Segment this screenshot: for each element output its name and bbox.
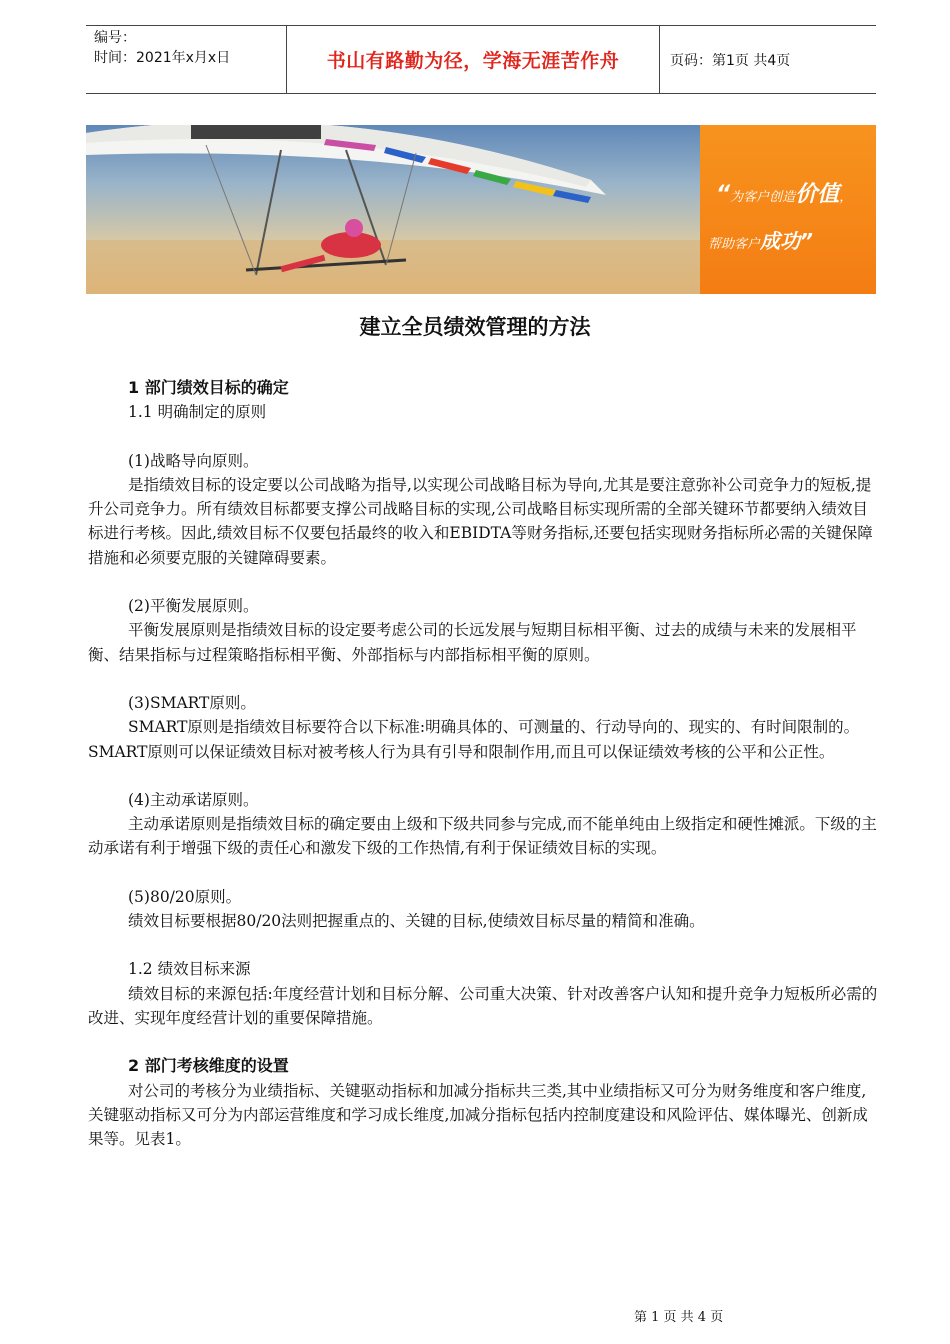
paragraph-spacer bbox=[88, 425, 878, 449]
hang-glider-illustration bbox=[86, 125, 700, 294]
paragraph-spacer bbox=[88, 570, 878, 594]
document-body bbox=[88, 376, 878, 1151]
slogan-text-big: 成功 bbox=[760, 229, 801, 253]
document-header bbox=[86, 25, 876, 94]
quote-open-mark: “ bbox=[716, 182, 731, 207]
page-footer: 第 1 页 共 4 页 bbox=[634, 1310, 724, 1325]
header-time: 时间：2021年x月x日 bbox=[94, 50, 231, 66]
subsection-1-2-heading: 1.2 绩效目标来源 bbox=[128, 960, 251, 979]
principle-4-body: 主动承诺原则是指绩效目标的确定要由上级和下级共同参与完成,而不能单纯由上级指定和硬性摊派。下级的主动承诺有利于增强下级的责任心和激发下级的工作热情,有利于保证绩效目标的实现。 bbox=[88, 815, 877, 858]
header-motto: 书山有路勤为径，学海无涯苦作舟 bbox=[326, 50, 620, 72]
principle-3-body: SMART原则是指绩效目标要符合以下标准:明确具体的、可测量的、行动导向的、现实的、有时间限制的。SMART原则可以保证绩效目标对被考核人行为具有引导和限制作用,而且可以保证绩效考核的公平和公正性。 bbox=[88, 718, 860, 761]
goal-source-body: 绩效目标的来源包括:年度经营计划和目标分解、公司重大决策、针对改善客户认知和提升竞争力短板所必需的改进、实现年度经营计划的重要保障措施。 bbox=[88, 984, 878, 1027]
principle-5-heading: (5)80/20原则。 bbox=[128, 887, 242, 906]
header-number: 编号： bbox=[94, 30, 136, 46]
paragraph-spacer bbox=[88, 667, 878, 691]
slogan-punctuation: ， bbox=[839, 190, 853, 205]
slogan-text-small: 帮助客户 bbox=[708, 237, 761, 252]
paragraph-spacer bbox=[88, 764, 878, 788]
principle-1-body: 是指绩效目标的设定要以公司战略为指导,以实现公司战略目标为导向,尤其是要注意弥补公司竞争力的短板,提升公司竞争力。所有绩效目标都要支撑公司战略目标的实现,公司战略目标实现所需的全部关键环节都要纳入绩效目标进行考核。因此,绩效目标不仅要包括最终的收入和EBIDTA等财务指标,还要包括实现财务指标所必需的关键保障措施和必须要克服的关键障碍要素。 bbox=[88, 475, 873, 567]
principle-3-heading: (3)SMART原则。 bbox=[128, 693, 256, 712]
subsection-1-1-heading: 1.1 明确制定的原则 bbox=[128, 403, 267, 422]
section-2-heading: 2 部门考核维度的设置 bbox=[128, 1056, 289, 1076]
header-meta bbox=[86, 26, 286, 93]
principle-2-heading: (2)平衡发展原则。 bbox=[128, 597, 259, 616]
header-motto-cell bbox=[287, 26, 659, 93]
section-1-heading: 1 部门绩效目标的确定 bbox=[128, 378, 289, 397]
document-title: 建立全员绩效管理的方法 bbox=[359, 315, 591, 339]
quote-close-mark: ” bbox=[800, 229, 813, 253]
paragraph-spacer bbox=[88, 1030, 878, 1054]
banner-slogan-line-1 bbox=[716, 177, 852, 208]
slogan-text-small: 为客户创造 bbox=[730, 190, 796, 205]
principle-1-heading: (1)战略导向原则。 bbox=[128, 451, 259, 470]
header-divider bbox=[659, 26, 660, 93]
section-2-body: 对公司的考核分为业绩指标、关键驱动指标和加减分指标共三类,其中业绩指标又可分为财务维度和客户维度,关键驱动指标又可分为内部运营维度和学习成长维度,加减分指标包括内控制度建设和风险评估、媒体曝光、创新成果等。见表1。 bbox=[88, 1081, 868, 1149]
hang-glider-banner bbox=[86, 125, 876, 294]
principle-4-heading: (4)主动承诺原则。 bbox=[128, 790, 259, 809]
paragraph-spacer bbox=[88, 933, 878, 957]
banner-slogan-line-2 bbox=[708, 225, 813, 254]
paragraph-spacer bbox=[88, 861, 878, 885]
slogan-text-big: 价值 bbox=[795, 182, 840, 207]
principle-5-body: 绩效目标要根据80/20法则把握重点的、关键的目标,使绩效目标尽量的精简和准确。 bbox=[128, 912, 705, 931]
principle-2-body: 平衡发展原则是指绩效目标的设定要考虑公司的长远发展与短期目标相平衡、过去的成绩与未来的发展相平衡、结果指标与过程策略指标相平衡、外部指标与内部指标相平衡的原则。 bbox=[88, 621, 857, 664]
header-page-info: 页码：第1页 共4页 bbox=[670, 52, 791, 69]
banner-slogan-panel bbox=[700, 125, 876, 294]
hang-glider-photo bbox=[86, 125, 700, 294]
